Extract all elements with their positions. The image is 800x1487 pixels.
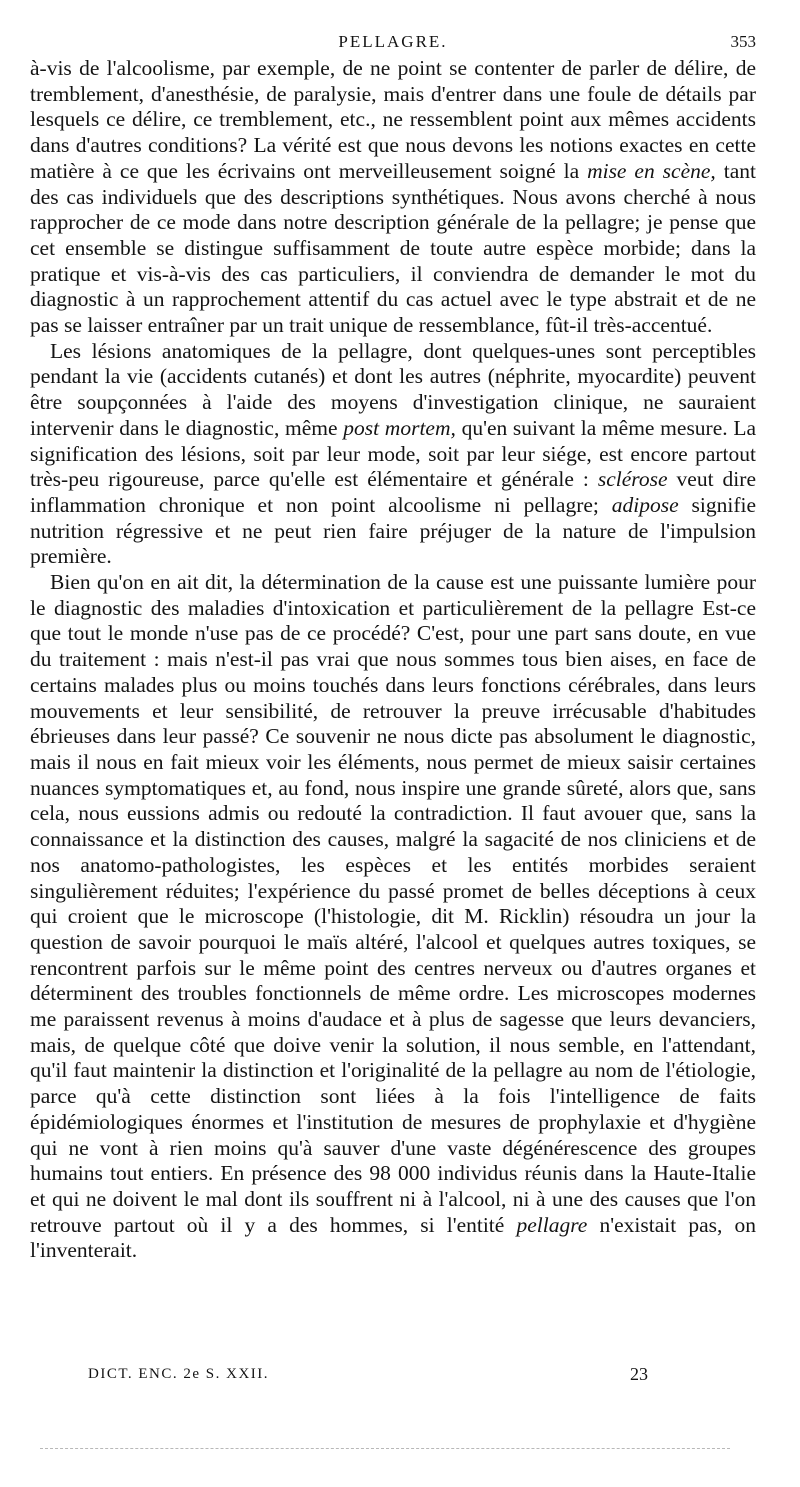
italic-text: pellagre: [516, 1212, 588, 1237]
text-run: signifie nutrition régressive et ne peut rien faire préjuger de la nature de l'impulsion première.: [30, 492, 756, 569]
italic-text: adipose: [611, 492, 679, 517]
paragraph: [30, 339, 756, 570]
italic-text: sclérose: [597, 467, 668, 492]
bottom-rule: [40, 1448, 730, 1449]
printer-signature: DICT. ENC. 2e S. XXII.: [88, 1366, 270, 1382]
text-run: Les lésions anatomiques de la pellagre, dont quelques-unes sont perceptibles pendant la vie (accidents cutanés) et dont les autres (néphrite, myocardite) peuvent être soupçonnées à l'aide des moyens d'investigation clinique, ne sauraient intervenir dans le diagnostic, même: [30, 338, 756, 440]
text-run: veut dire inflammation chronique et non point alcoolisme ni pellagre;: [30, 467, 756, 517]
page-footer: [0, 1364, 800, 1388]
text-run: tant des cas individuels que des descriptions synthétiques. Nous avons cherché à nous rapprocher de ce mode dans notre description générale de la pellagre; je pense que cet ensemble se distingue suffisamment de toute autre espèce morbide; dans la pratique et vis-à-vis des cas particuliers, il conviendra de demander le mot du diagnostic à un rapprochement attentif du cas actuel avec le type abstrait et de ne pas se laisser entraîner par un trait unique de ressemblance, fût-il très-accentué.: [30, 158, 756, 338]
italic-text: post mortem,: [343, 415, 456, 440]
paragraph: [30, 56, 756, 339]
running-head: [30, 26, 756, 56]
sheet-number: 23: [630, 1364, 648, 1384]
italic-text: mise en scène,: [587, 158, 716, 183]
paragraph: [30, 570, 756, 1264]
text-run: à-vis de l'alcoolisme, par exemple, de ne point se contenter de parler de délire, de tremblement, d'anesthésie, de paralysie, mais d'entrer dans une foule de détails par lesquels ce délire, ce tremblement, etc., ne ressemblent point aux mêmes accidents dans d'autres conditions? La vérité est que nous devons les notions exactes en cette matière à ce que les écrivains ont merveilleusement soigné la: [30, 56, 756, 183]
text-run: n'existait pas, on l'inventerait.: [30, 1212, 756, 1263]
page-number: 353: [730, 32, 756, 51]
text-run: Bien qu'on en ait dit, la détermination de la cause est une puissante lumière pour le diagnostic des maladies d'intoxication et particulièrement de la pellagre Est-ce que tout le monde n'use pas de ce procédé? C'est, pour une part sans doute, en vue du traitement : mais n'est-il pas vrai que nous sommes tous bien aises, en face de certains malades plus ou moins touchés dans leurs fonctions cérébrales, dans leurs mouvements et leur sensibilité, de retrouver la preuve irrécusable d'habitudes ébrieuses dans leur passé? Ce souvenir ne nous dicte pas absolument le diagnostic, mais il nous en fait mieux voir les éléments, nous permet de mieux saisir certaines nuances symptomatiques et, au fond, nous inspire une grande sûreté, alors que, sans cela, nous eussions admis ou redouté la contradiction. Il faut avouer que, sans la connaissance et la distinction des causes, malgré la sagacité de nos cliniciens et de nos anatomo-pathologistes, les espèces et les entités morbides seraient singulièrement réduites; l'expérience du passé promet de belles déceptions à ceux qui croient que le microscope (l'histologie, dit M. Ricklin) résoudra un jour la question de savoir pourquoi le maïs altéré, l'alcool et quelques autres toxiques, se rencontrent parfois sur le même point des centres nerveux ou d'autres organes et déterminent des troubles fonctionnels de même ordre. Les microscopes modernes me paraissent revenus à moins d'audace et à plus de sagesse que leurs devanciers, mais, de quelque côté que doive venir la solution, il nous semble, en l'attendant, qu'il faut maintenir la distinction et l'originalité de la pellagre au nom de l'étiologie, parce qu'à cette distinction sont liées à la fois l'intelligence de faits épidémiologiques énormes et l'institution de mesures de prophylaxie et d'hygiène qui ne vont à rien moins qu'à sauver d'une vaste dégénérescence des groupes humains tout entiers. En présence des 98 000 individus réunis dans la Haute-Italie et qui ne doivent le mal dont ils souffrent ni à l'alcool, ni à une des causes que l'on retrouve partout où il y a des hommes, si l'entité: [30, 570, 756, 1237]
book-page: [30, 26, 756, 1264]
running-title: PELLAGRE.: [338, 32, 448, 51]
text-run: qu'en suivant la même mesure. La signification des lésions, soit par leur mode, soit par leur siége, est encore partout très-peu rigoureuse, parce qu'elle est élémentaire et générale :: [30, 415, 757, 492]
body-text: [30, 56, 756, 1264]
